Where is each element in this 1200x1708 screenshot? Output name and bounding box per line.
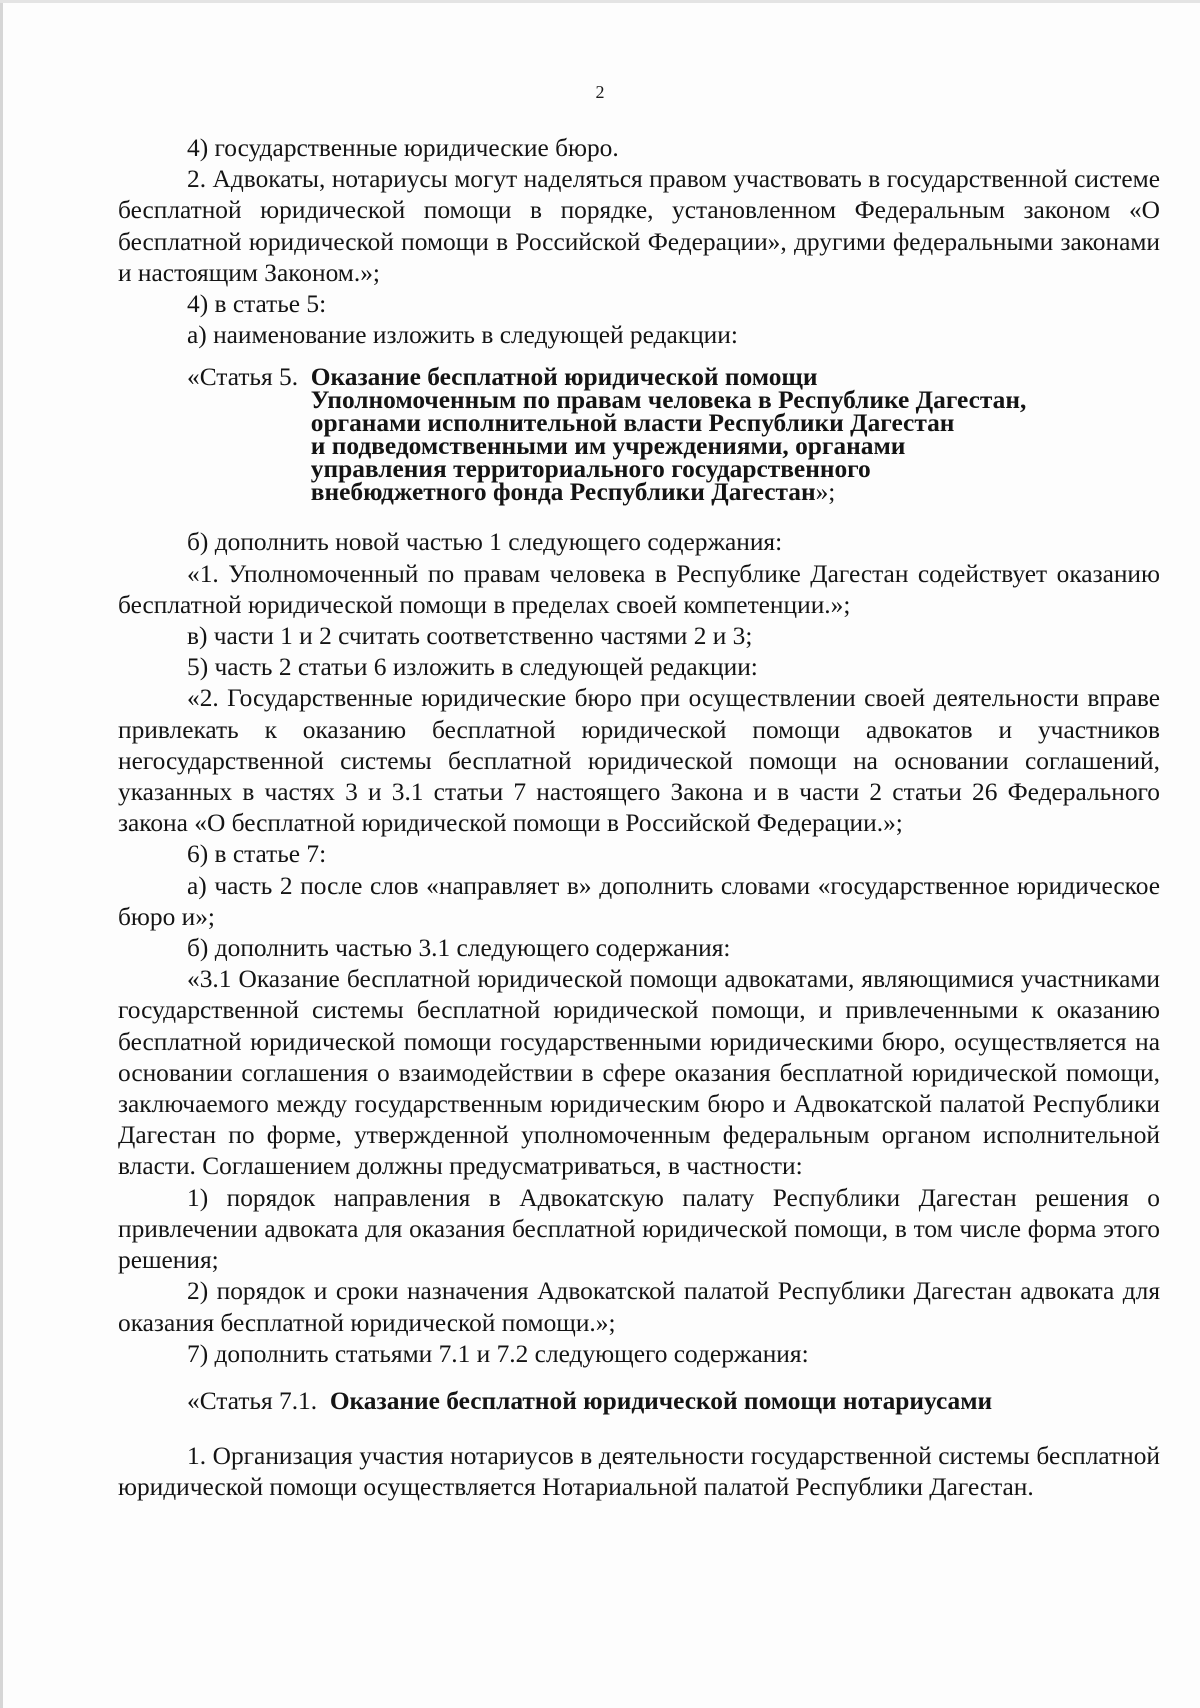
- paragraph: б) дополнить новой частью 1 следующего содержания:: [187, 528, 783, 557]
- paragraph: 1) порядок направления в Адвокатскую палату Республики Дагестан решения о привлечении адвоката для оказания бесплатной юридической помощи, в том числе форма этого решения;: [118, 1183, 1160, 1275]
- document-body: [118, 133, 1160, 1503]
- paragraph: 2) порядок и сроки назначения Адвокатской палатой Республики Дагестан адвоката для оказания бесплатной юридической помощи.»;: [118, 1277, 1160, 1337]
- paragraph: 5) часть 2 статьи 6 изложить в следующей редакции:: [187, 653, 758, 682]
- article-5-title-line: внебюджетного фонда Республики Дагестан: [310, 478, 816, 507]
- paragraph: в) части 1 и 2 считать соответственно частями 2 и 3;: [187, 622, 753, 651]
- paragraph: 7) дополнить статьями 7.1 и 7.2 следующего содержания:: [187, 1339, 809, 1368]
- page-number: 2: [595, 82, 605, 102]
- article-5-heading: [118, 363, 1160, 507]
- article-5-label: «Статья 5.: [187, 363, 311, 392]
- article-5-title-line: Уполномоченным по правам человека в Республике Дагестан,: [310, 386, 1027, 415]
- article-7-1-label: «Статья 7.1.: [187, 1386, 330, 1415]
- scan-edge-shadow: [0, 0, 3, 1708]
- article-7-1-heading: [118, 1386, 1160, 1417]
- paragraph: а) часть 2 после слов «направляет в» дополнить словами «государственное юридическое бюро и»;: [118, 871, 1160, 931]
- paragraph: 2. Адвокаты, нотариусы могут наделяться правом участвовать в государственной системе бесплатной юридической помощи в порядке, установленном Федеральным законом «О бесплатной юридической помощи в Российской Федерации», другими федеральными законами и настоящим Законом.»;: [118, 165, 1160, 287]
- article-5-title-line: Оказание бесплатной юридической помощи: [310, 363, 818, 392]
- paragraph: 4) государственные юридические бюро.: [187, 134, 619, 162]
- article-7-1-title: Оказание бесплатной юридической помощи нотариусами: [329, 1386, 993, 1415]
- paragraph: «2. Государственные юридические бюро при осуществлении своей деятельности вправе привлекать к оказанию бесплатной юридической помощи адвокатов и участников негосударственной системы бесплатной юридической помощи на основании соглашений, указанных в частях 3 и 3.1 статьи 7 настоящего Закона и в части 2 статьи 26 Федерального закона «О бесплатной юридической помощи в Российской Федерации.»;: [118, 684, 1160, 838]
- article-5-title-line: управления территориального государственного: [310, 455, 871, 484]
- article-5-trail: »;: [815, 478, 836, 507]
- article-5-title-line-last: [310, 478, 1160, 507]
- article-5-title-line: органами исполнительной власти Республики Дагестан: [310, 409, 955, 438]
- paragraph: а) наименование изложить в следующей редакции:: [187, 321, 738, 350]
- article-5-title-line: и подведомственными им учреждениями, органами: [310, 432, 906, 461]
- paragraph: б) дополнить частью 3.1 следующего содержания:: [187, 934, 731, 963]
- article-5-title: [310, 363, 1160, 507]
- paragraph: 6) в статье 7:: [187, 840, 327, 869]
- paragraph: «3.1 Оказание бесплатной юридической помощи адвокатами, являющимися участниками государственной системы бесплатной юридической помощи, и привлеченными к оказанию бесплатной юридической помощи государственными юридическими бюро, осуществляется на основании соглашения о взаимодействии в сфере оказания бесплатной юридической помощи, заключаемого между государственным юридическим бюро и Адвокатской палатой Республики Дагестан по форме, утвержденной уполномоченным федеральным органом исполнительной власти. Соглашением должны предусматриваться, в частности:: [118, 965, 1160, 1181]
- scan-top-shadow: [0, 0, 1200, 3]
- paragraph: «1. Уполномоченный по правам человека в Республике Дагестан содействует оказанию бесплатной юридической помощи в пределах своей компетенции.»;: [118, 559, 1160, 619]
- paragraph: 4) в статье 5:: [187, 290, 327, 319]
- paragraph: 1. Организация участия нотариусов в деятельности государственной системы бесплатной юридической помощи осуществляется Нотариальной палатой Республики Дагестан.: [118, 1441, 1160, 1502]
